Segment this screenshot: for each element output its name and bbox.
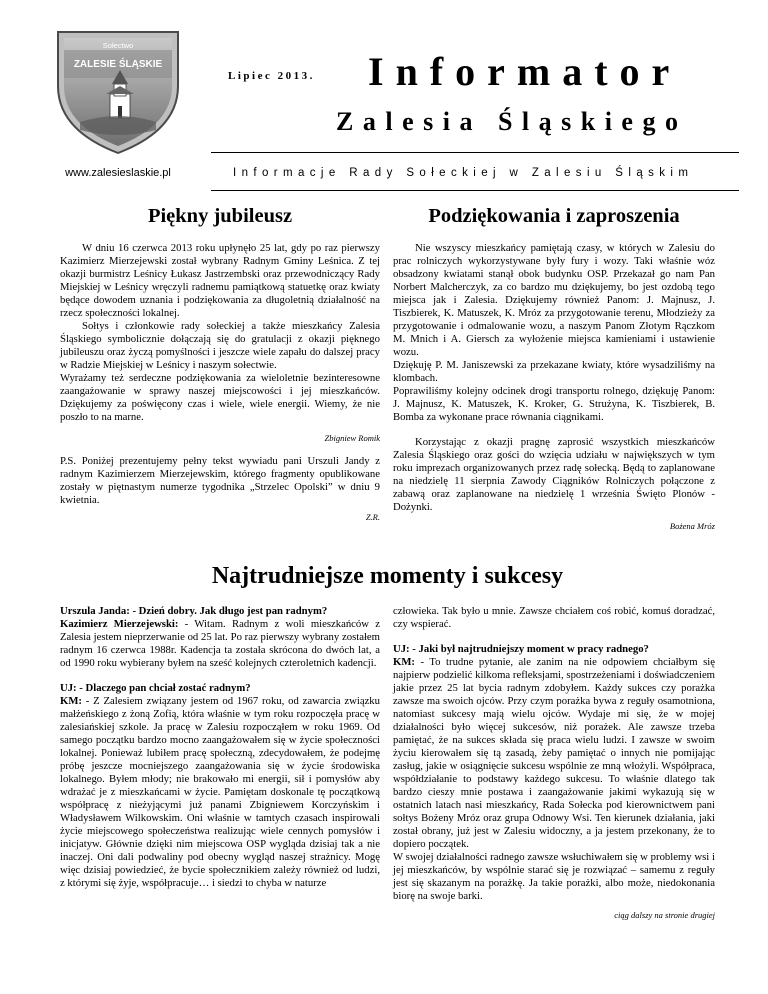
header-rule-bottom (211, 190, 739, 191)
ps-paragraph: P.S. Poniżej prezentujemy pełny tekst wywiadu pani Urszuli Jandy z radnym Kazimierzem Mierzejewskim, którego fragmenty opublikowane zostały w piętnastym numerze tygodnika „Strzelec Opolski” w dniu 9 kwietnia. (60, 455, 380, 506)
header-rule-top (211, 152, 739, 153)
interview-right-column (393, 605, 715, 922)
answer: Kazimierz Mierzejewski: - Witam. Radnym z woli mieszkańców z Zalesia jestem nieprzerwanie od 25 lat. Po raz pierwszy wybrany zostałem radnym 16 czerwca 1988r. Kadencja ta została skrócona do dwóch lat, a od 1990 roku wybierany byłem na sześć kolejnych czteroletnich kadencji. (60, 618, 381, 669)
svg-text:ZALESIE ŚLĄSKIE: ZALESIE ŚLĄSKIE (73, 59, 163, 70)
answer: W swojej działalności radnego zawsze wsłuchiwałem się w problemy wsi i jej mieszkańców, by wspólnie starać się je rozwiązać – samemu z reguły jest się skazanym na porażkę. Ja takie porażki, albo może, niedokonania biorę na swoje barki. (393, 851, 715, 902)
paragraph: Poprawiliśmy kolejny odcinek drogi transportu rolnego, dziękuję Panom: J. Majnusz, K. Matuszek, K. Kroker, G. Strużyna, K. Tiszbierek, B. Bomba za wykonane prace równania ciągnikami. (393, 385, 715, 423)
article-heading-jubileusz: Piękny jubileusz (147, 205, 293, 227)
signature: Z.R. (365, 512, 380, 522)
signature: Zbigniew Romik (324, 433, 380, 443)
interview-left-column (60, 605, 380, 890)
website-url: www.zalesieslaskie.pl (65, 167, 171, 179)
article-podziekowania (393, 242, 715, 533)
paragraph: Korzystając z okazji pragnę zaprosić wszystkich mieszkańców Zalesia Śląskiego oraz gości do wzięcia udziału w największych w tym roku imprezach organizowanych przez radę sołecką. Będą to zaplanowane na niedzielę 11 sierpnia Zawody Ciągników Rolniczych połączone z zabawą oraz zaplanowane na niedzielę 1 września Święto Plonów - Dożynki. (393, 436, 715, 513)
issue-date: Lipiec 2013. (228, 70, 315, 82)
question: Urszula Janda: - Dzień dobry. Jak długo jest pan radnym? (60, 605, 328, 617)
answer: KM: - Z Zalesiem związany jestem od 1967 roku, od zawarcia związku małżeńskiego z żoną Zofią, która właśnie w tym roku rozpoczęła pracę w zalesiańskiej szkole. Ja pracę w Zalesiu rozpocząłem w roku 1969. Od samego początku bardzo mocno zaangażowałem się w życie społeczności lokalnej. Ponieważ lubiłem pracę społeczną, zdecydowałem, że podejmę próbę jeszcze mocniejszego zaangażowania się w życie środowiska lokalnego. Byłem młody; nie brakowało mi energii, sił i pomysłów aby wdrażać je z mieszkańcami w życie. Pamiętam doskonale tę początkową współpracę z nieżyjącymi już panami Zbigniewem Korczyńskim i Władysławem Wilkowskim. Oni właśnie w tamtych czasach inspirowali życie miejscowego społeczeństwa realizując wiele cennych pomysłów i inicjatyw. Głównie dzięki nim miejscowa OSP wygląda dzisiaj tak a nie inaczej. Oni dali podwaliny pod obecny wygląd naszej strażnicy. Mogę więc dzisiaj powiedzieć, że bycie społecznikiem zależy również od ludzi, z którymi się żyje, współpracuje… i siedzi to chyba w naturze (60, 695, 380, 889)
paragraph: Sołtys i członkowie rady sołeckiej a także mieszkańcy Zalesia Śląskiego symbolicznie dołączają się do gratulacji z okazji pięknego jubileuszu oraz życzą pomyślności i jeszcze wiele zapału do dalszej pracy w Radzie Miejskiej w Leśnicy i naszym sołectwie. (60, 320, 380, 371)
question: UJ: - Dlaczego pan chciał zostać radnym? (60, 682, 251, 694)
masthead-title: Informator (368, 49, 682, 94)
continued-note: ciąg dalszy na stronie drugiej (614, 910, 715, 920)
village-logo (50, 26, 186, 156)
svg-text:Sołectwo: Sołectwo (102, 41, 134, 50)
answer: KM: - To trudne pytanie, ale zanim na nie odpowiem chciałbym się najpierw podzielić kilkoma refleksjami, spostrzeżeniami i doświadczeniem jakie przez 25 lat bycia radnym zdobyłem. Każdy sukces czy porażka zawsze ma swoich ojców. Przy czym porażka bywa z reguły osamotniona, natomiast sukcesy mają wielu ojców. Wydaje mi się, że w mojej działalności było więcej sukcesów, niż porażek. Ale zawsze trzeba pamiętać, że na sukces składa się praca wielu ludzi. I zawsze w swoim życiu kierowałem się tą zasadą, żeby pamiętać o innych nie pomijając zasług, jakie w osiągnięcie sukcesu wspólnie ze mną włożyli. Współpraca, współdziałanie to podstawy każdego sukcesu. To właśnie dlatego tak bardzo cieszy mnie postawa i zaangażowanie jakimi wykazują się w ostatnich latach nasi mieszkańcy, Rada Sołecka pod kierownictwem pani sołtys Bożeny Mróz oraz grupa Odnowy Wsi. Ten kierunek działania, jaki został obrany, już jest w Zalesiu widoczny, a ja jestem przekonany, że to dopiero początek. (393, 656, 715, 850)
article-heading-podziekowania: Podziękowania i zaproszenia (428, 205, 680, 227)
shield-emblem (50, 26, 186, 156)
paragraph: Wyrażamy też serdeczne podziękowania za wieloletnie bezinteresowne zaangażowanie w sprawy naszej miejscowości i jej mieszkańców. Dziękujemy za poświęcony czas i wiele, wiele energii. Wiemy, że nie poszło to na marne. (60, 372, 380, 423)
signature: Bożena Mróz (669, 521, 715, 531)
masthead-subtitle: Zalesia Śląskiego (336, 107, 688, 136)
interview-heading: Najtrudniejsze momenty i sukcesy (211, 563, 564, 589)
paragraph: Nie wszyscy mieszkańcy pamiętają czasy, w których w Zalesiu do prac rolniczych wykorzystywane były fury i wozy. Taki właśnie wóz obsadzony kwiatami stanął obok budynku OSP. Przekazał go nam Pan Norbert Malcherczyk, za co bardzo mu dziękujemy, bo jest ozdobą tego miejsca jak i Zalesia. Dziękujemy również Panom: J. Majnusz, J. Tiszbierek, K. Matuszek, K. Mróz za przygotowanie terenu, Młodzieży za przygotowanie i odmalowanie wozu, a naszym Panom Złotym Rączkom M. Mnich i A. Giersch za wyłożenie miejsca kamieniami i ustawienie wozu. (393, 242, 715, 358)
article-jubileusz (60, 242, 380, 524)
answer-continued: człowieka. Tak było u mnie. Zawsze chciałem coś robić, komuś doradzać, czy wspierać. (393, 605, 715, 630)
paragraph: Dziękuję P. M. Janiszewski za przekazane kwiaty, które wysadziliśmy na klombach. (393, 359, 715, 384)
masthead-tagline: Informacje Rady Sołeckiej w Zalesiu Śląskim (233, 167, 694, 179)
paragraph: W dniu 16 czerwca 2013 roku upłynęło 25 lat, gdy po raz pierwszy Kazimierz Mierzejewski został wybrany Radnym Gminy Leśnica. Z tej okazji burmistrz Leśnicy Łukasz Jastrzembski oraz przewodniczący Rady Miejskiej w Leśnicy wręczyli radnemu pamiątkową statuetkę oraz kwiaty będące dowodem uznania i podziękowania za długoletnią działalność na rzecz społeczności lokalnej. (60, 242, 380, 319)
question: UJ: - Jaki był najtrudniejszy moment w pracy radnego? (393, 643, 649, 655)
